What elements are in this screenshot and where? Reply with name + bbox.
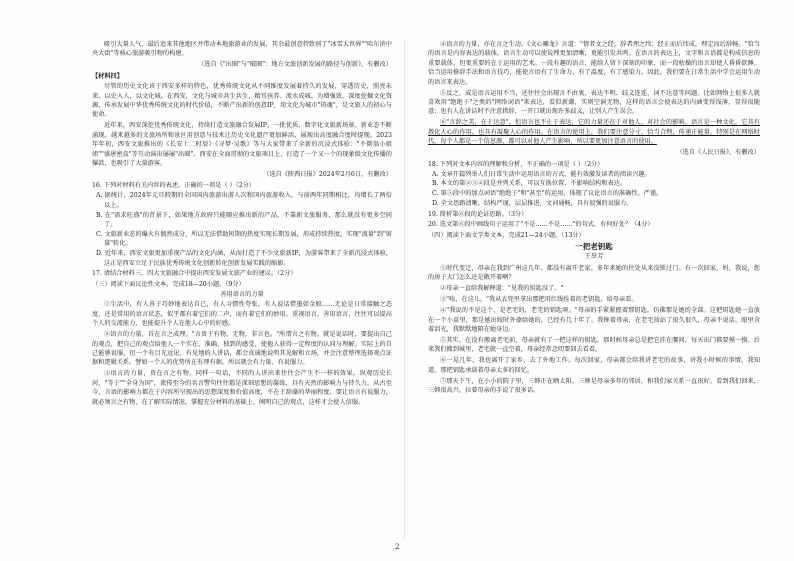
story-paragraph-6: ⑥一晃几年，我也离开了家乡，去了外地工作。每次回家，母亲都会给我讲老宅的故事，讲我小时候的事情。我知道，那把钥匙承载着母亲太多的回忆。 [428, 357, 760, 374]
essay-paragraph-2: ②语言的力量，首在言之成理。"言贵于有物，无物，非言也。"所谓言之有物，就是说话时，要提出自己的观点，把自己的观点给他人一个实在、准确、独到的感受，使他人获得一定程度的认同与理解。实际上的自己能够说服，但一个有目光远见、有见地的人讲话，都会真诚地说明其见解和立场，并会注意整理选择观点证据和逻辑关系。譬如一个人的优势所在有理有据，所以就会有力量、有说服力。 [92, 331, 392, 367]
q18-option-c: C. 第⑤段中的加点词语"绝绝子"和"甚至"的运用，体现了议论语言的准确性、严谨。 [432, 190, 663, 198]
essay-paragraph-4: ④语言的力量，亦在言之生动。《文心雕龙》言道："情者文之经，辞者理之纬；经正而后纬成，理定而后辞畅。"恰当的语言是内容表达的载体，语言生动可以使说理更加清晰，更能引发共鸣。在语言的表达上，文字和言语都是构成信息的重要载体，但更重要的在于运用的艺术。一段有趣的语言，能给人留下深刻的印象，而一段枯燥的语言却使人昏昏欲睡。恰当运用修辞手法和语言技巧，能使言语有了生命力，有了温度，有了感染力。因此，我们要在日常生活中学会运用生动的语言来表达。 [428, 41, 760, 86]
material-paragraph-2: 近年来，西安深挖优秀传统文化，持续打造文旅融合发展IP，一批优质、数字化文旅新场景、新业态不断涌现。越来越多的文旅场所和景区用创意与技术让历史文化遗产更加鲜活，展现出高度融合度时提现。2023年年初，西安文旅推出的《长安十二时辰》《寻梦·吴歌》等与大家带来了全新的沉浸式体验："不倒翁小姐姐""盛唐密盒"等互动演出屡屡"出圈"。西安在全面贯彻的文旅项目上，打造了一个又一个的现象级文化传播的爆款，也吸引了大量游客。 [92, 122, 392, 168]
material-source: （选自《陕西日报》2024年2月6日，有删改） [263, 171, 392, 179]
material-paragraph-1: 尽管的历史文化该于西安多样的特色，优秀传统文化从不同维度发展着持久的发展，穿透历史，照亮未来。以史入人，以文化城。在西安，文化与城市共生共生，精耳孩养、流水成城。为增强效，深度挖掘文化资源，传承发展中华优秀传统文化的时代价值，不断产出新的创意IP，用文化为城市"铸魂"，是文旅人的初心与使命。 [92, 83, 392, 119]
essay-paragraph-6: ⑥"言辞之美，在于达意"，但语言也不止于表达，它的力量还在于对他人、对社会的影响。语言是一种文化，它具有教化人心的作用，也具有凝聚人心的作用。在语言的使用上，我们要注意分寸，恰当合理，传递正能量。特别是在网络时代，每个人都是一个信息源，都可以对他人产生影响，所以要更加注意语言的使用。 [428, 119, 760, 146]
story-paragraph-2: ②母亲一直给我解释道："见我的钥匙没了。" [440, 285, 564, 293]
right-column [428, 40, 760, 397]
question-18: 18. 下列对文本内容的理解和分析，不正确的一项是（ ）（2分） [428, 160, 604, 168]
question-17: 17. 请结合材料三、四大文旅融合中提出西安发展文旅产业的建议。（2分） [92, 270, 297, 278]
section-3-heading: （三）阅读下面议论性文本，完成18—20小题。（9分） [92, 280, 245, 288]
page-number: 2 [395, 543, 400, 551]
question-16: 16. 下列对材料有关内容的表述，正确的一项是（ ）（2分） [92, 182, 256, 190]
story-title: 一把老钥匙 [575, 241, 613, 251]
q18-option-a: A. 文章开篇列举人们日常生活中运用语言的方式，能有效激发读者的阅读兴趣。 [432, 170, 651, 178]
q16-option-b: B. 在"需求旺盛"的背景下，如果地方政府只能顺应推出新的产品，不靠新文旅服务，那么就没有更多空间了。 [96, 211, 392, 229]
story-paragraph-5: ⑤其实，在没有搬离老宅前，母亲就有了一把这样的钥匙。那时候母亲总是把它挂在腰间，每天出门都要摸一摸。后来我们搬到城里，老宅就一直空着，母亲经常念叨要回去看看。 [428, 336, 760, 354]
essay-title: 善用语言的力量 [220, 290, 264, 298]
intro-paragraph: 吸引大量人气，最后追来其他地区并带动本地旅游业的发展，其余最创意特致则了"冰雪大世界""哈尔滨中央大街"等核心旅游吸引物的构建。 [92, 41, 392, 58]
q16-option-a: A. 据统计，2024年元旦假期的全国国内旅游出游人次和国内旅游收入，与前两年同期相比，均增长了两倍以上。 [96, 192, 392, 209]
story-paragraph-7: ⑦那天下午，在小小的院子里，三婶正在晒太阳。三婶是母亲多年的邻居，和我们家关系一直很好。看到我们回来，三婶很高兴，拉着母亲的手说了很多话。 [428, 377, 760, 395]
question-19: 19. 简析第⑥段的论证思路。（3分） [428, 210, 528, 218]
q18-option-d: D. 全文思路清晰，结构严谨，层层推进，文词通畅，具有很强的说服力。 [432, 200, 633, 208]
essay-source: （选自《人民日报》，有删改） [676, 149, 760, 157]
q16-option-d: D. 近年来，西安文旅更加重视产品的文化内涵，从而打造了不少文旅新IP，为游客带来了全新沉浸式体验，这正是西安立足于民族优秀传统文化创新转化创新发展实践的缩影。 [96, 250, 392, 267]
material-label: 【材料四】 [92, 72, 123, 80]
question-20: 20. 选文第⑥段中画线句子运用了"不是……不是……"的句式，有何好处？（4分） [428, 221, 654, 229]
q18-option-b: B. 本文的第②③④段是并列关系，可以互换位置，不影响结构和表达。 [432, 180, 627, 188]
story-paragraph-4: ④"我说的不是这个，是老宅的，老宅的钥匙呀。"母亲的手紧紧握着那钥匙，仿佛那是她的全部。这把钥匙她一直放在一个小盒里，那是她出嫁时外婆给她的，已经有几十年了。我搀着母亲，在老宅前站了很久很久，母亲不说话，眼里含着泪光，我默默地陪在她身边。 [428, 307, 760, 333]
column-divider [404, 40, 405, 540]
essay-paragraph-1: ①生活中，有人善于巧妙地表达自己，有人习惯性夸张，有人说话惜墨如金般……无论是日常接触之态度，还是常用的语言状态，似乎都有着它们的二声，而有着它们的妙用。重视语言，善用语言，往往可以提高个人的交流能力，也能提升个人在他人心中的好感。 [92, 301, 392, 328]
left-column [92, 40, 392, 409]
section-4-heading: （四）阅读下面文学类文本，完成21—24小题。（13分） [428, 231, 585, 239]
story-author: 王举芳 [584, 253, 604, 261]
story-paragraph-3: ③"唉，在这儿，"我从衣兜里拿出那把用红线拴着的老钥匙，给母亲看。 [440, 296, 638, 304]
intro-source: （选自《"出圈"与"破圈"：地方文旅创新发展的路径与创新》，有删改） [198, 61, 392, 69]
q16-option-c: C. 文旅新业态的爆火有偶然成分，所以无法借助短期的热度实现长期发展，形成持续热度，实现"流量"到"留量"转化。 [96, 231, 392, 248]
essay-paragraph-3: ③语言的力量，贵在言之有物。同样一句话，不同的人讲出来往往会产生不一样的效果。纵观历史长河，"等于""全身为国"，流传至今的名言警句往往都是深刻思想的凝练，具有天然的影响力与持久力。从古至今，言语的影响力都在于内容所呈现出的思想深度和价值高度，不在于辞藻的华丽程度。要让语言有说服力，就必须言之有物，在了解实际情况、掌握充分材料的基础上，阐明自己的观点，这样才会使人信服。 [92, 370, 392, 406]
story-paragraph-1: ①时代变迁，母亲在我到广州这几年，都没有离开老家。多年来她的住处从来没锁过门。有一次回家，妈，我说，您的房子大门怎么还是敞开着啊？ [428, 264, 760, 282]
essay-paragraph-5: ⑤反之，或是语言运用不当，还往往会出现言不由衷、表达不明、歧义连连、词不达意等问题。比如网络上很多人就喜欢用"绝绝子"之类的"网络词语"来表达，看似新潮，实则空洞无物，这样的语言会使表达的内涵变得浅薄，显得很随意；也有人在讲话时不注意措辞，一开口就出现许多歧义，让别人产生误会。 [428, 89, 760, 116]
